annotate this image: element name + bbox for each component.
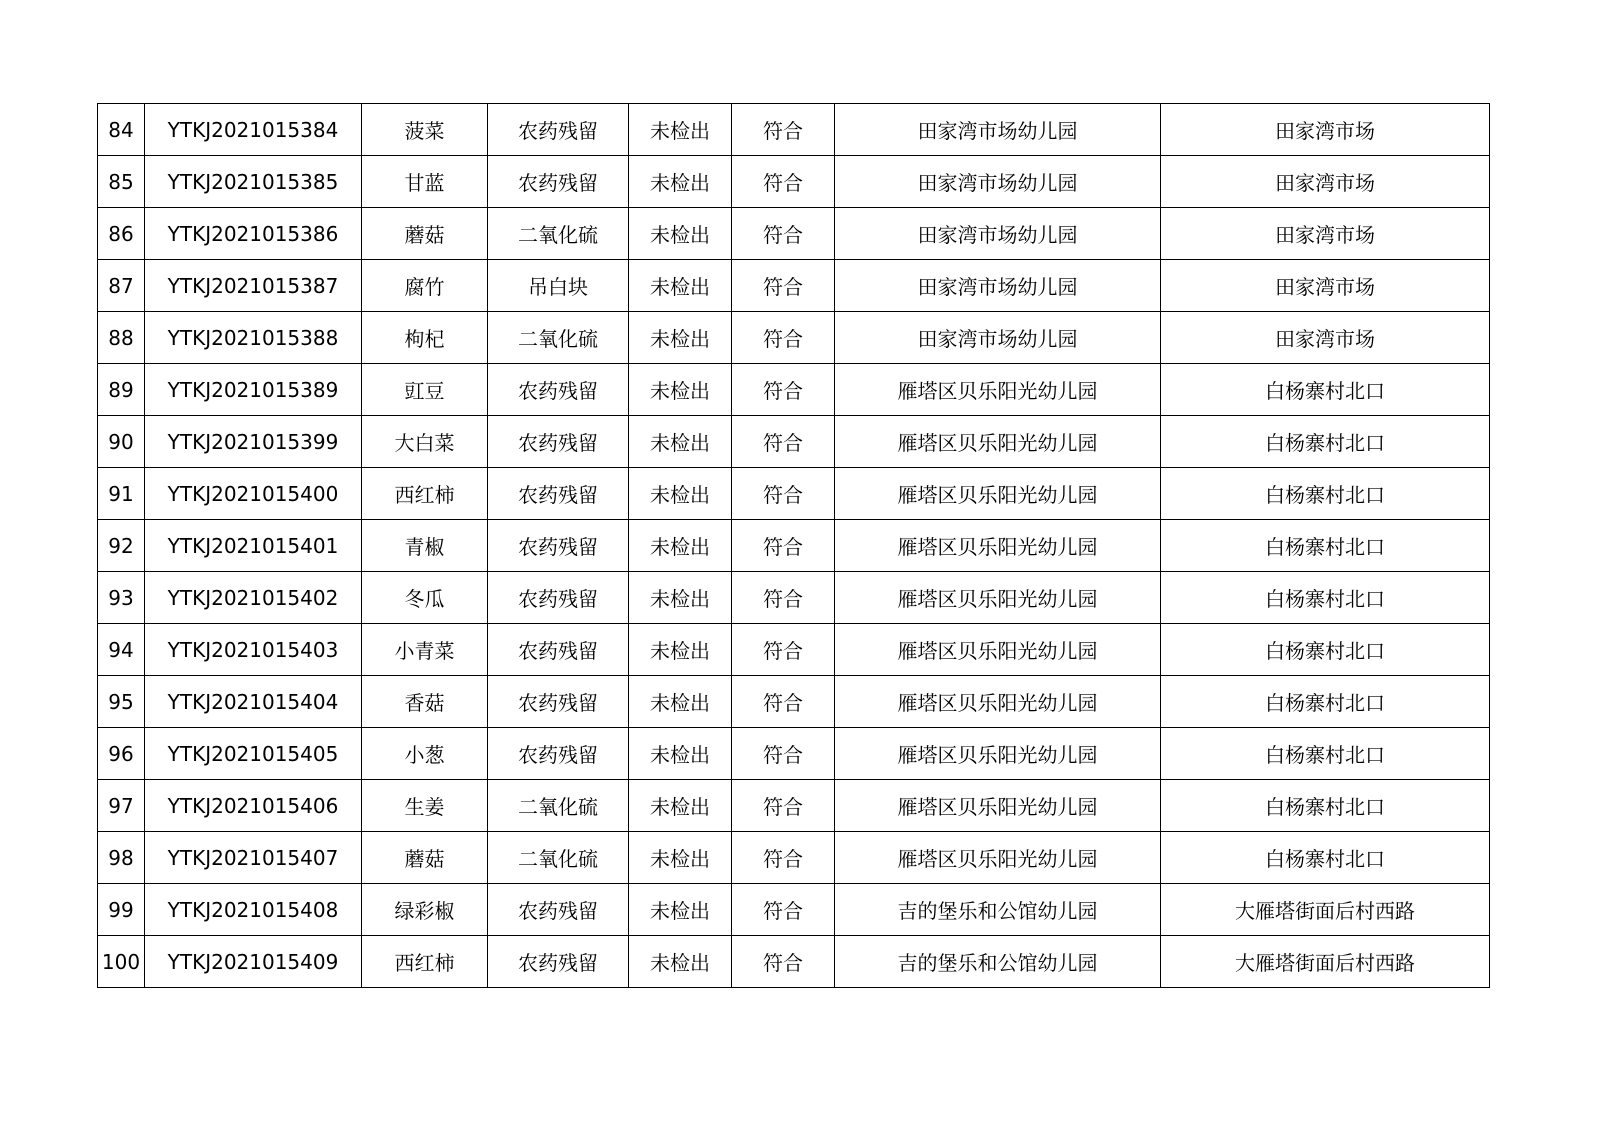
row-number-cell: 95 <box>98 676 145 728</box>
row-number-cell: 90 <box>98 416 145 468</box>
test-result-cell: 未检出 <box>629 624 732 676</box>
sampled-unit-cell: 雁塔区贝乐阳光幼儿园 <box>835 728 1161 780</box>
verdict-cell: 符合 <box>732 780 835 832</box>
row-number-cell: 86 <box>98 208 145 260</box>
row-number-cell: 99 <box>98 884 145 936</box>
test-item-cell: 农药残留 <box>488 728 629 780</box>
sample-id-cell: YTKJ2021015401 <box>145 520 362 572</box>
sample-id-cell: YTKJ2021015389 <box>145 364 362 416</box>
row-number-cell: 92 <box>98 520 145 572</box>
source-cell: 大雁塔街面后村西路 <box>1161 884 1490 936</box>
verdict-cell: 符合 <box>732 832 835 884</box>
test-item-cell: 农药残留 <box>488 468 629 520</box>
row-number-cell: 93 <box>98 572 145 624</box>
table-row <box>98 936 1490 988</box>
test-result-cell: 未检出 <box>629 728 732 780</box>
table-row <box>98 572 1490 624</box>
sample-id-cell: YTKJ2021015400 <box>145 468 362 520</box>
test-result-cell: 未检出 <box>629 260 732 312</box>
sample-name-cell: 蘑菇 <box>362 832 488 884</box>
sampled-unit-cell: 雁塔区贝乐阳光幼儿园 <box>835 364 1161 416</box>
sample-id-cell: YTKJ2021015384 <box>145 104 362 156</box>
sampled-unit-cell: 田家湾市场幼儿园 <box>835 312 1161 364</box>
table-row <box>98 312 1490 364</box>
test-item-cell: 农药残留 <box>488 572 629 624</box>
sample-id-cell: YTKJ2021015409 <box>145 936 362 988</box>
test-result-cell: 未检出 <box>629 156 732 208</box>
sample-id-cell: YTKJ2021015408 <box>145 884 362 936</box>
sampled-unit-cell: 雁塔区贝乐阳光幼儿园 <box>835 520 1161 572</box>
test-result-cell: 未检出 <box>629 572 732 624</box>
test-item-cell: 农药残留 <box>488 676 629 728</box>
row-number-cell: 94 <box>98 624 145 676</box>
source-cell: 白杨寨村北口 <box>1161 468 1490 520</box>
table-row <box>98 416 1490 468</box>
sampled-unit-cell: 雁塔区贝乐阳光幼儿园 <box>835 780 1161 832</box>
test-result-cell: 未检出 <box>629 520 732 572</box>
sample-name-cell: 蘑菇 <box>362 208 488 260</box>
test-item-cell: 二氧化硫 <box>488 832 629 884</box>
verdict-cell: 符合 <box>732 312 835 364</box>
row-number-cell: 87 <box>98 260 145 312</box>
sample-name-cell: 生姜 <box>362 780 488 832</box>
table-row <box>98 208 1490 260</box>
verdict-cell: 符合 <box>732 676 835 728</box>
verdict-cell: 符合 <box>732 624 835 676</box>
verdict-cell: 符合 <box>732 520 835 572</box>
verdict-cell: 符合 <box>732 104 835 156</box>
sample-name-cell: 香菇 <box>362 676 488 728</box>
row-number-cell: 100 <box>98 936 145 988</box>
sample-id-cell: YTKJ2021015385 <box>145 156 362 208</box>
sample-name-cell: 西红柿 <box>362 936 488 988</box>
sampled-unit-cell: 田家湾市场幼儿园 <box>835 260 1161 312</box>
sampled-unit-cell: 雁塔区贝乐阳光幼儿园 <box>835 624 1161 676</box>
test-item-cell: 农药残留 <box>488 884 629 936</box>
table-row <box>98 884 1490 936</box>
sample-name-cell: 西红柿 <box>362 468 488 520</box>
sample-id-cell: YTKJ2021015399 <box>145 416 362 468</box>
source-cell: 田家湾市场 <box>1161 312 1490 364</box>
sample-id-cell: YTKJ2021015402 <box>145 572 362 624</box>
sample-id-cell: YTKJ2021015406 <box>145 780 362 832</box>
source-cell: 田家湾市场 <box>1161 260 1490 312</box>
row-number-cell: 96 <box>98 728 145 780</box>
test-result-cell: 未检出 <box>629 104 732 156</box>
verdict-cell: 符合 <box>732 156 835 208</box>
test-result-cell: 未检出 <box>629 884 732 936</box>
sampled-unit-cell: 吉的堡乐和公馆幼儿园 <box>835 884 1161 936</box>
sampled-unit-cell: 雁塔区贝乐阳光幼儿园 <box>835 832 1161 884</box>
test-item-cell: 二氧化硫 <box>488 780 629 832</box>
verdict-cell: 符合 <box>732 572 835 624</box>
table-row <box>98 676 1490 728</box>
sample-name-cell: 小葱 <box>362 728 488 780</box>
results-table <box>97 103 1490 988</box>
table-row <box>98 728 1490 780</box>
sampled-unit-cell: 雁塔区贝乐阳光幼儿园 <box>835 676 1161 728</box>
source-cell: 白杨寨村北口 <box>1161 364 1490 416</box>
table-row <box>98 520 1490 572</box>
verdict-cell: 符合 <box>732 468 835 520</box>
source-cell: 白杨寨村北口 <box>1161 728 1490 780</box>
source-cell: 白杨寨村北口 <box>1161 780 1490 832</box>
verdict-cell: 符合 <box>732 884 835 936</box>
sampled-unit-cell: 雁塔区贝乐阳光幼儿园 <box>835 572 1161 624</box>
sample-id-cell: YTKJ2021015404 <box>145 676 362 728</box>
verdict-cell: 符合 <box>732 936 835 988</box>
sample-id-cell: YTKJ2021015387 <box>145 260 362 312</box>
table-row <box>98 364 1490 416</box>
test-item-cell: 二氧化硫 <box>488 312 629 364</box>
table-row <box>98 156 1490 208</box>
source-cell: 田家湾市场 <box>1161 104 1490 156</box>
sampled-unit-cell: 雁塔区贝乐阳光幼儿园 <box>835 468 1161 520</box>
sample-name-cell: 腐竹 <box>362 260 488 312</box>
sample-id-cell: YTKJ2021015407 <box>145 832 362 884</box>
source-cell: 白杨寨村北口 <box>1161 676 1490 728</box>
sampled-unit-cell: 雁塔区贝乐阳光幼儿园 <box>835 416 1161 468</box>
table-row <box>98 624 1490 676</box>
source-cell: 田家湾市场 <box>1161 156 1490 208</box>
source-cell: 白杨寨村北口 <box>1161 416 1490 468</box>
source-cell: 田家湾市场 <box>1161 208 1490 260</box>
test-item-cell: 农药残留 <box>488 520 629 572</box>
verdict-cell: 符合 <box>732 364 835 416</box>
sample-name-cell: 大白菜 <box>362 416 488 468</box>
test-result-cell: 未检出 <box>629 416 732 468</box>
test-item-cell: 农药残留 <box>488 624 629 676</box>
sample-name-cell: 冬瓜 <box>362 572 488 624</box>
test-result-cell: 未检出 <box>629 832 732 884</box>
test-result-cell: 未检出 <box>629 676 732 728</box>
sample-name-cell: 小青菜 <box>362 624 488 676</box>
row-number-cell: 91 <box>98 468 145 520</box>
table-body <box>98 104 1490 988</box>
verdict-cell: 符合 <box>732 208 835 260</box>
source-cell: 白杨寨村北口 <box>1161 624 1490 676</box>
test-item-cell: 二氧化硫 <box>488 208 629 260</box>
row-number-cell: 89 <box>98 364 145 416</box>
table-row <box>98 104 1490 156</box>
sample-id-cell: YTKJ2021015388 <box>145 312 362 364</box>
source-cell: 白杨寨村北口 <box>1161 572 1490 624</box>
row-number-cell: 98 <box>98 832 145 884</box>
test-item-cell: 农药残留 <box>488 156 629 208</box>
test-result-cell: 未检出 <box>629 780 732 832</box>
test-result-cell: 未检出 <box>629 208 732 260</box>
table-row <box>98 468 1490 520</box>
source-cell: 大雁塔街面后村西路 <box>1161 936 1490 988</box>
sample-name-cell: 甘蓝 <box>362 156 488 208</box>
row-number-cell: 85 <box>98 156 145 208</box>
sample-id-cell: YTKJ2021015386 <box>145 208 362 260</box>
row-number-cell: 88 <box>98 312 145 364</box>
test-result-cell: 未检出 <box>629 468 732 520</box>
sample-name-cell: 菠菜 <box>362 104 488 156</box>
sampled-unit-cell: 田家湾市场幼儿园 <box>835 208 1161 260</box>
test-item-cell: 农药残留 <box>488 936 629 988</box>
test-result-cell: 未检出 <box>629 936 732 988</box>
sample-name-cell: 枸杞 <box>362 312 488 364</box>
row-number-cell: 97 <box>98 780 145 832</box>
test-item-cell: 农药残留 <box>488 416 629 468</box>
test-item-cell: 农药残留 <box>488 364 629 416</box>
source-cell: 白杨寨村北口 <box>1161 520 1490 572</box>
verdict-cell: 符合 <box>732 728 835 780</box>
sample-name-cell: 青椒 <box>362 520 488 572</box>
sample-name-cell: 豇豆 <box>362 364 488 416</box>
test-result-cell: 未检出 <box>629 312 732 364</box>
table-row <box>98 780 1490 832</box>
source-cell: 白杨寨村北口 <box>1161 832 1490 884</box>
sampled-unit-cell: 吉的堡乐和公馆幼儿园 <box>835 936 1161 988</box>
sample-name-cell: 绿彩椒 <box>362 884 488 936</box>
table-row <box>98 832 1490 884</box>
verdict-cell: 符合 <box>732 416 835 468</box>
sampled-unit-cell: 田家湾市场幼儿园 <box>835 104 1161 156</box>
test-item-cell: 农药残留 <box>488 104 629 156</box>
test-item-cell: 吊白块 <box>488 260 629 312</box>
sampled-unit-cell: 田家湾市场幼儿园 <box>835 156 1161 208</box>
verdict-cell: 符合 <box>732 260 835 312</box>
sample-id-cell: YTKJ2021015403 <box>145 624 362 676</box>
table-row <box>98 260 1490 312</box>
row-number-cell: 84 <box>98 104 145 156</box>
sample-id-cell: YTKJ2021015405 <box>145 728 362 780</box>
test-result-cell: 未检出 <box>629 364 732 416</box>
